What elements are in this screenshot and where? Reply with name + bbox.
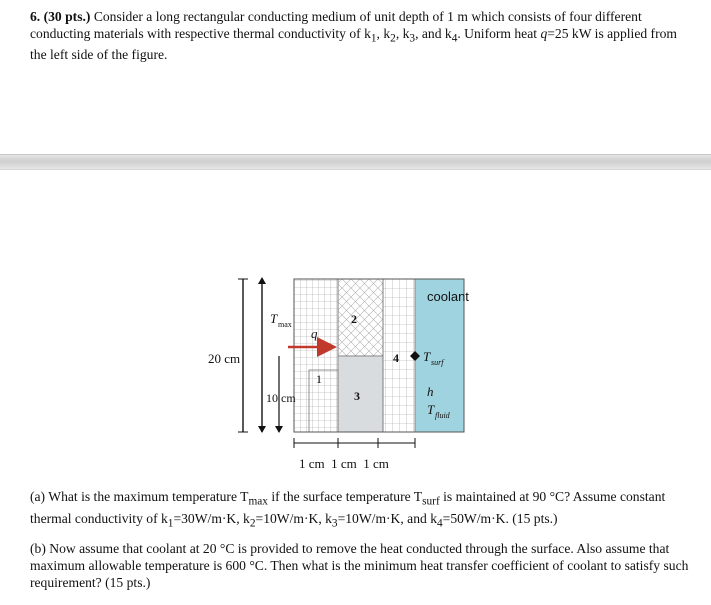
tfluid-sub: fluid bbox=[435, 411, 450, 420]
part-b-label: (b) bbox=[30, 541, 46, 556]
intro-text-3: =25 kW is applied from the left side of the figure. bbox=[30, 25, 677, 63]
part-a-label: (a) bbox=[30, 489, 46, 504]
part-a-k2-sub: 2 bbox=[249, 517, 256, 530]
tmax-arrow-up bbox=[258, 277, 266, 284]
region-3-label: 3 bbox=[354, 389, 360, 403]
region-1-label: 1 bbox=[316, 372, 322, 386]
intro-text-1: Consider a long rectangular conducting medium of unit depth of 1 m which consists of four different conducting materials with respective thermal conductivity of k bbox=[30, 9, 642, 41]
tmax-T: T bbox=[270, 311, 278, 326]
half-height-dimension-label: 10 cm bbox=[266, 391, 296, 405]
region-4-label: 4 bbox=[393, 351, 399, 365]
k4-subscript: 4 bbox=[451, 32, 458, 45]
region-3 bbox=[338, 356, 383, 432]
part-b bbox=[30, 541, 692, 591]
part-a-text-1: What is the maximum temperature T bbox=[45, 489, 249, 504]
intro-comma-1: , k bbox=[376, 25, 391, 41]
intro-and-k: , and k bbox=[415, 25, 452, 41]
tsurf-T: T bbox=[423, 349, 431, 364]
part-a-k3-sub: 3 bbox=[331, 517, 338, 530]
problem-number: 6. (30 pts.) bbox=[30, 9, 91, 24]
part-a-text-7: =50W/m·K. (15 pts.) bbox=[442, 510, 558, 526]
part-a-k4-sub: 4 bbox=[437, 517, 443, 530]
part-a-k1-sub: 1 bbox=[167, 517, 174, 530]
part-a-text-5: =10W/m·K, k bbox=[255, 510, 332, 526]
k3-subscript: 3 bbox=[409, 32, 416, 45]
part-b-text: Now assume that coolant at 20 °C is provided to remove the heat conducted through the surface. Also assume that maximum allowable temperature is 600 °C. Then what is the minimum heat transfer coefficient of coolant to satisfy such requirement? (15 pts.) bbox=[30, 541, 689, 590]
intro-comma-2: , k bbox=[395, 25, 410, 41]
region-2-label: 2 bbox=[351, 312, 357, 326]
tfluid-T: T bbox=[427, 402, 435, 417]
tmax-arrow-down bbox=[258, 426, 266, 433]
region-2 bbox=[338, 279, 383, 356]
part-a-text-4: =30W/m·K, k bbox=[173, 510, 250, 526]
tmax-sub: max bbox=[278, 320, 292, 329]
width-dimension-label: 1 cm 1 cm 1 cm bbox=[299, 456, 389, 471]
part-a-text-3: is maintained at 90 °C? Assume constant thermal conductivity of k bbox=[30, 489, 666, 526]
tsurf-sub: surf bbox=[431, 358, 444, 367]
k2-subscript: 2 bbox=[390, 32, 396, 45]
part-a bbox=[30, 489, 692, 532]
region-4 bbox=[383, 279, 415, 432]
height-dimension-label: 20 cm bbox=[208, 351, 241, 366]
coolant-label: coolant bbox=[427, 289, 469, 304]
part-a-text-2: if the surface temperature T bbox=[267, 489, 423, 504]
part-a-tmax-sub: max bbox=[248, 495, 268, 508]
part-a-tsurf-sub: surf bbox=[422, 495, 440, 508]
region-1 bbox=[294, 279, 338, 432]
k1-subscript: 1 bbox=[370, 32, 377, 45]
q-label: q bbox=[311, 326, 318, 341]
intro-text-2: . Uniform heat bbox=[457, 25, 541, 41]
half-height-arrow-down bbox=[275, 426, 283, 433]
q-symbol: q bbox=[540, 25, 548, 41]
h-label: h bbox=[427, 384, 434, 399]
part-a-text-6: =10W/m·K, and k bbox=[337, 510, 437, 526]
